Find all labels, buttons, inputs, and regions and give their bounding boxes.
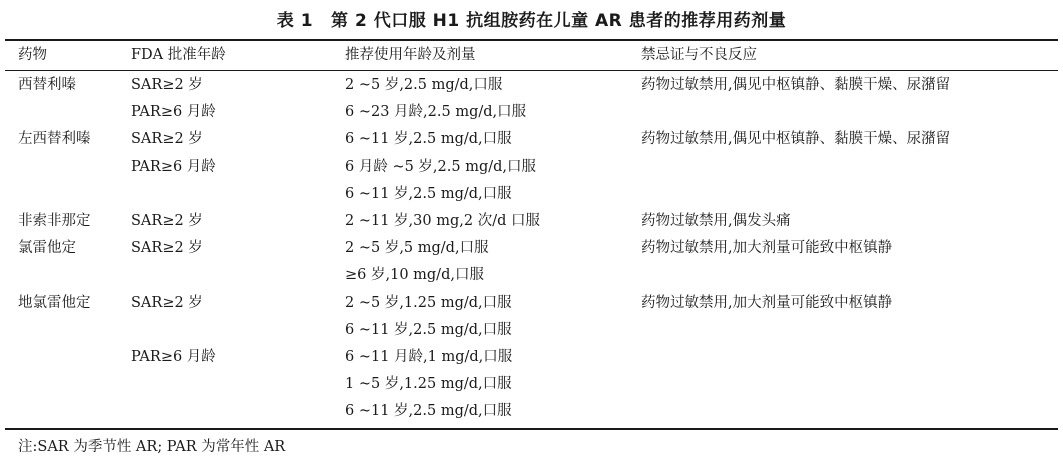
contraindication-cell: 药物过敏禁用,偶见中枢镇静、黏膜干燥、尿潴留 (641, 77, 951, 93)
fda-age-cell: PAR≥6 月龄 (131, 159, 216, 175)
drug-cell: 西替利嗪 (18, 77, 76, 93)
dosage-cell: 6 ~11 岁,2.5 mg/d,口服 (345, 322, 512, 338)
dosage-cell: 6 ~11 岁,2.5 mg/d,口服 (345, 403, 512, 419)
dosage-cell: 2 ~11 岁,30 mg,2 次/d 口服 (345, 213, 540, 229)
fda-age-cell: SAR≥2 岁 (131, 77, 203, 93)
dosage-cell: 6 ~23 月龄,2.5 mg/d,口服 (345, 104, 527, 120)
drug-cell: 地氯雷他定 (18, 295, 91, 311)
table-header-rule (5, 70, 1058, 71)
contraindication-cell: 药物过敏禁用,偶见中枢镇静、黏膜干燥、尿潴留 (641, 131, 951, 147)
header-drug: 药物 (18, 47, 47, 63)
dosage-cell: 6 ~11 岁,2.5 mg/d,口服 (345, 186, 512, 202)
table-number: 表 1 (276, 11, 314, 31)
drug-cell: 非索非那定 (18, 213, 91, 229)
fda-age-cell: PAR≥6 月龄 (131, 104, 216, 120)
fda-age-cell: PAR≥6 月龄 (131, 349, 216, 365)
dosage-cell: 1 ~5 岁,1.25 mg/d,口服 (345, 376, 512, 392)
dosage-cell: ≥6 岁,10 mg/d,口服 (345, 267, 484, 283)
table-bottom-rule (5, 428, 1058, 430)
drug-cell: 氯雷他定 (18, 240, 76, 256)
contraindication-cell: 药物过敏禁用,加大剂量可能致中枢镇静 (641, 240, 893, 256)
dosage-cell: 6 ~11 岁,2.5 mg/d,口服 (345, 131, 512, 147)
table-caption (0, 6, 1063, 31)
header-dosage: 推荐使用年龄及剂量 (345, 47, 476, 63)
contraindication-cell: 药物过敏禁用,偶发头痛 (641, 213, 791, 229)
header-fda-age: FDA 批准年龄 (131, 47, 226, 63)
contraindication-cell: 药物过敏禁用,加大剂量可能致中枢镇静 (641, 295, 893, 311)
dosage-cell: 6 月龄 ~5 岁,2.5 mg/d,口服 (345, 159, 537, 175)
drug-cell: 左西替利嗪 (18, 131, 91, 147)
dosage-cell: 2 ~5 岁,2.5 mg/d,口服 (345, 77, 503, 93)
header-contraindications: 禁忌证与不良反应 (641, 47, 757, 63)
table-top-rule (5, 39, 1058, 41)
dosage-cell: 2 ~5 岁,5 mg/d,口服 (345, 240, 489, 256)
fda-age-cell: SAR≥2 岁 (131, 240, 203, 256)
fda-age-cell: SAR≥2 岁 (131, 295, 203, 311)
table-title: 第 2 代口服 H1 抗组胺药在儿童 AR 患者的推荐用药剂量 (331, 11, 787, 31)
dosage-cell: 2 ~5 岁,1.25 mg/d,口服 (345, 295, 512, 311)
fda-age-cell: SAR≥2 岁 (131, 131, 203, 147)
fda-age-cell: SAR≥2 岁 (131, 213, 203, 229)
dosage-cell: 6 ~11 月龄,1 mg/d,口服 (345, 349, 513, 365)
table-note: 注:SAR 为季节性 AR; PAR 为常年性 AR (18, 439, 286, 455)
